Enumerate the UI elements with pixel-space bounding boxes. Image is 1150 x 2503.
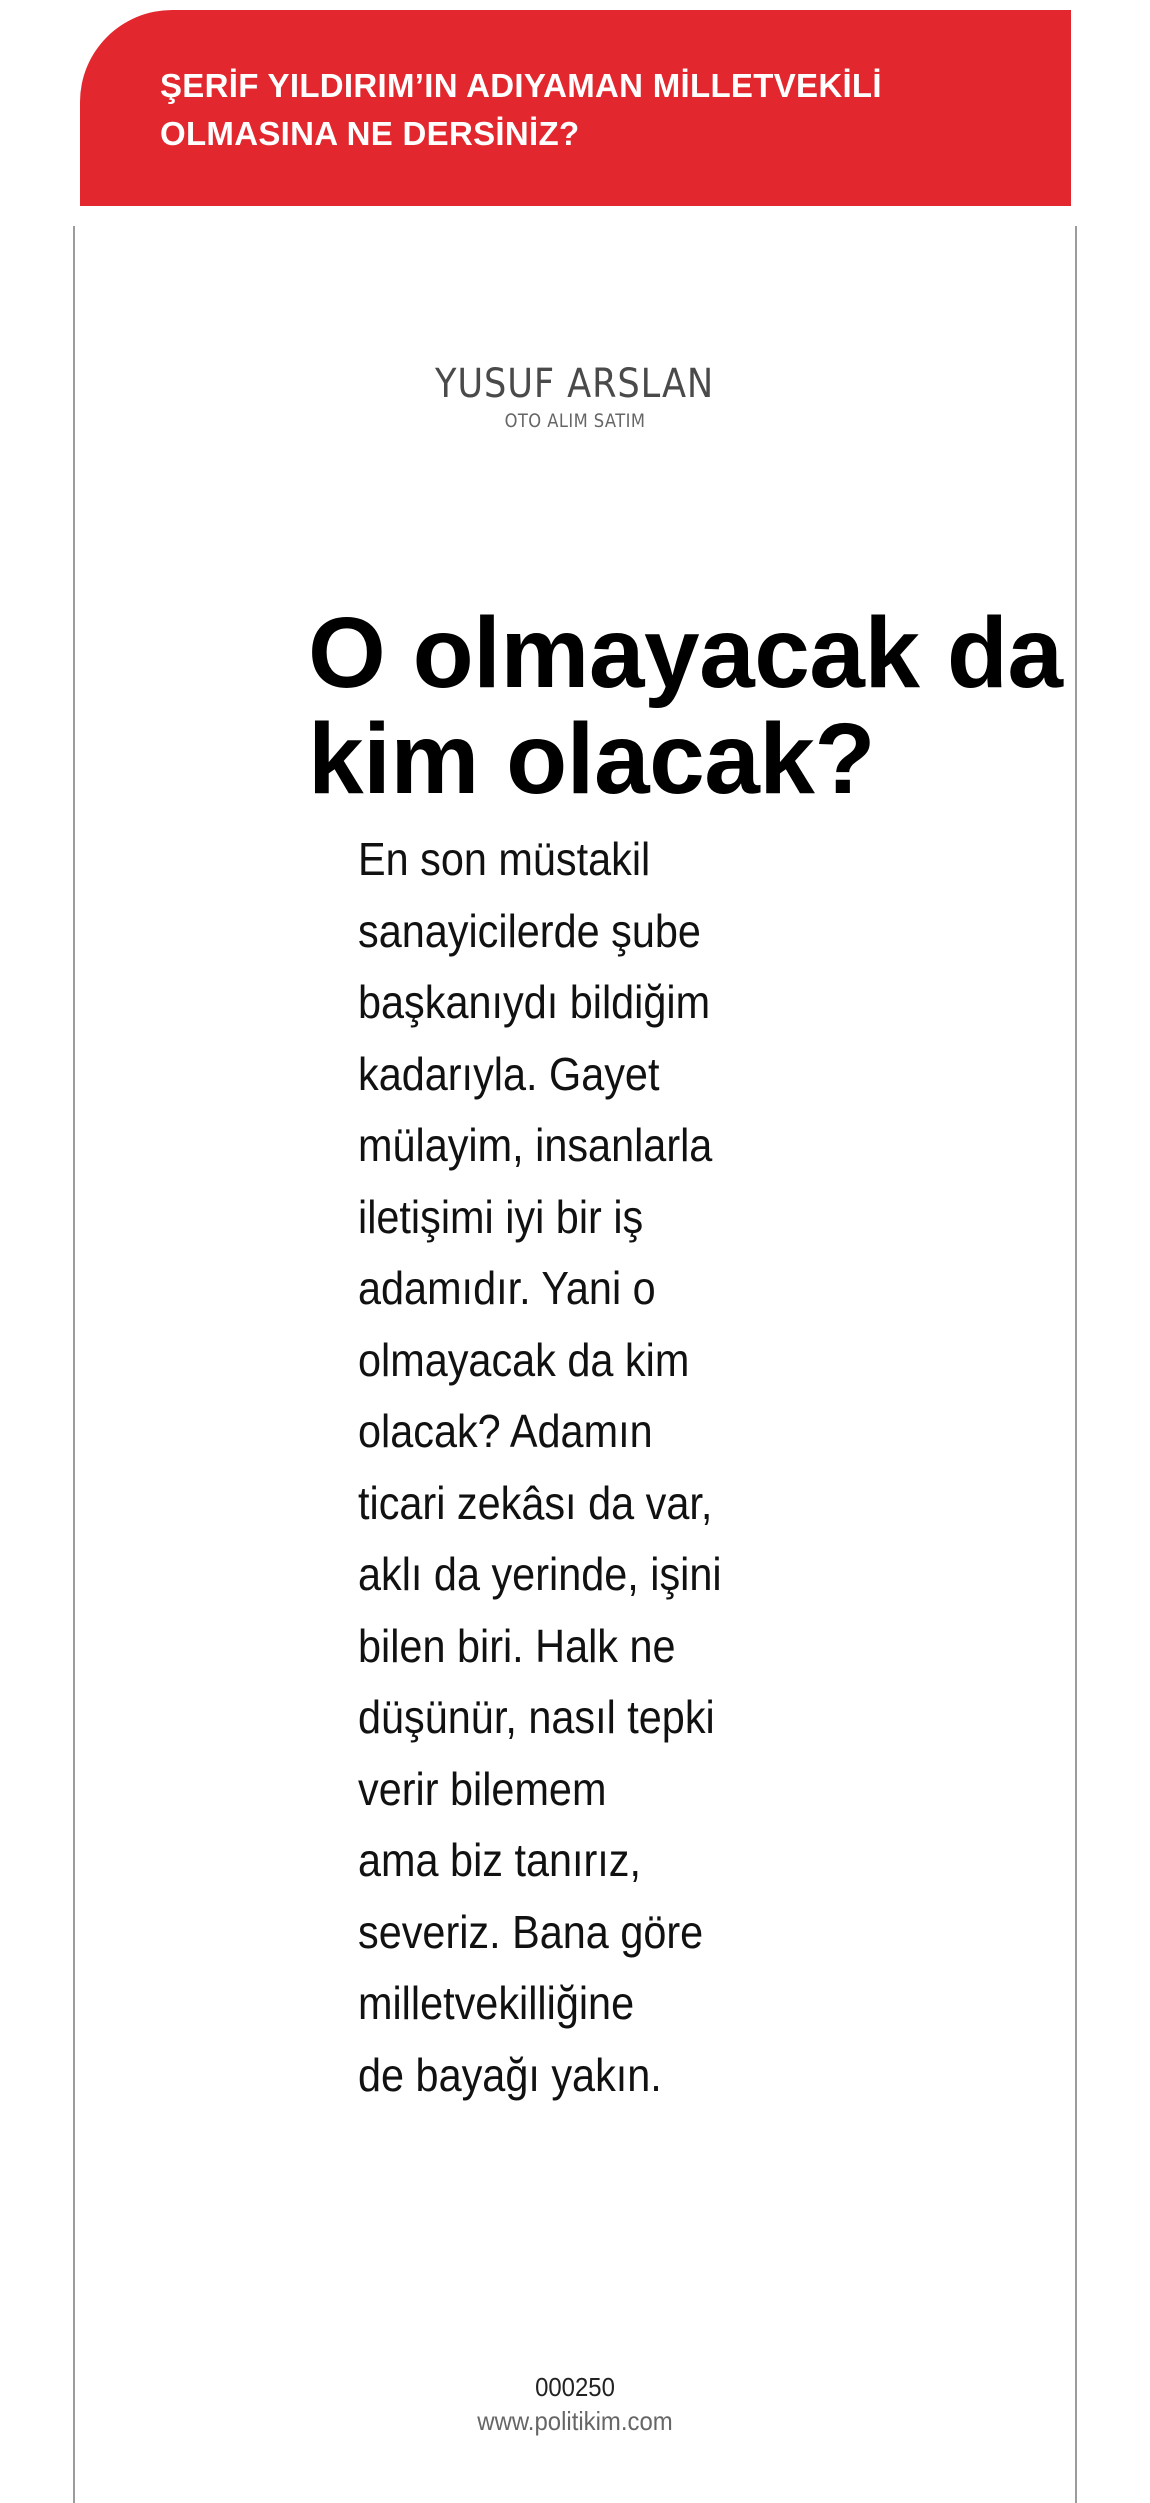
body-line: severiz. Bana göre	[358, 1905, 704, 1958]
header-banner	[80, 10, 1071, 206]
banner-title-line-2: OLMASINA NE DERSİNİZ?	[160, 115, 580, 152]
page-number: 000250	[535, 2372, 615, 2402]
body-line: de bayağı yakın.	[358, 2048, 662, 2101]
body-line: kadarıyla. Gayet	[358, 1047, 660, 1100]
article-headline	[308, 597, 1063, 815]
author-block	[0, 360, 1150, 432]
banner-title	[160, 62, 1071, 158]
body-line: bilen biri. Halk ne	[358, 1619, 676, 1672]
body-line: En son müstakil	[358, 833, 651, 885]
body-line: aklı da yerinde, işini	[358, 1548, 722, 1600]
body-line: mülayim, insanlarla	[358, 1119, 713, 1171]
body-line: iletişimi iyi bir iş	[358, 1190, 644, 1243]
banner-title-line-1: ŞERİF YILDIRIM’IN ADIYAMAN MİLLETVEKİLİ	[160, 67, 882, 104]
footer-website-link[interactable]: www.politikim.com	[477, 2406, 673, 2436]
body-line: olmayacak da kim	[358, 1333, 690, 1386]
headline-line-1: O olmayacak da	[308, 597, 1063, 709]
body-line: başkanıydı bildiğim	[358, 976, 711, 1028]
author-role: OTO ALIM SATIM	[504, 410, 646, 432]
body-line: düşünür, nasıl tepki	[358, 1691, 715, 1743]
page-footer	[0, 2370, 1150, 2438]
body-line: sanayicilerde şube	[358, 904, 701, 957]
body-line: milletvekilliğine	[358, 1977, 635, 2029]
frame-right-border	[1075, 226, 1077, 2503]
body-line: ama biz tanırız,	[358, 1834, 642, 1886]
headline-line-2: kim olacak?	[308, 703, 876, 815]
article-body	[358, 824, 762, 2111]
body-line: verir bilemem	[358, 1762, 607, 1815]
frame-left-border	[73, 226, 75, 2503]
body-line: olacak? Adamın	[358, 1405, 653, 1457]
body-line: adamıdır. Yani o	[358, 1262, 656, 1314]
body-line: ticari zekâsı da var,	[358, 1476, 713, 1529]
author-name: YUSUF ARSLAN	[435, 361, 715, 407]
